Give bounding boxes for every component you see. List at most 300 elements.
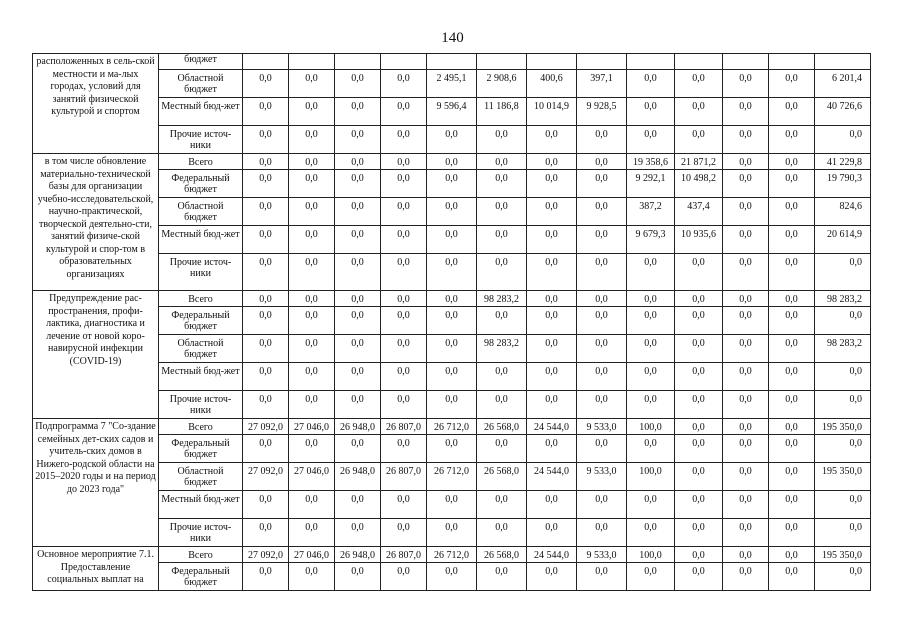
row-description: расположенных в сель-ской местности и ма-лых городах, условий для занятий физической культурой и спортом [33,54,159,154]
value-cell: 26 807,0 [381,547,427,563]
value-cell: 0,0 [675,463,723,491]
funding-source: бюджет [159,54,243,70]
value-cell [289,54,335,70]
value-cell: 0,0 [577,198,627,226]
value-cell: 27 046,0 [289,463,335,491]
page-number: 140 [441,30,464,46]
value-cell: 0,0 [381,98,427,126]
value-cell: 0,0 [289,170,335,198]
value-cell: 0,0 [769,419,815,435]
funding-source: Прочие источ-ники [159,254,243,291]
value-cell [335,54,381,70]
value-cell: 0,0 [675,335,723,363]
value-cell: 0,0 [427,291,477,307]
value-cell: 0,0 [675,126,723,154]
total-value-cell: 195 350,0 [815,419,871,435]
value-cell: 0,0 [577,563,627,591]
value-cell: 0,0 [723,435,769,463]
value-cell: 0,0 [723,170,769,198]
value-cell: 0,0 [675,98,723,126]
value-cell: 0,0 [675,419,723,435]
value-cell: 0,0 [577,254,627,291]
value-cell: 0,0 [769,126,815,154]
total-value-cell: 41 229,8 [815,154,871,170]
value-cell: 2 908,6 [477,70,527,98]
funding-source: Всего [159,419,243,435]
table-row [33,307,871,335]
value-cell: 0,0 [381,435,427,463]
value-cell [527,54,577,70]
value-cell: 0,0 [427,254,477,291]
value-cell: 0,0 [577,519,627,547]
value-cell: 0,0 [627,491,675,519]
value-cell: 0,0 [769,154,815,170]
funding-source: Федеральный бюджет [159,435,243,463]
value-cell: 0,0 [577,491,627,519]
row-description: Предупреждение рас-пространения, профи-лактика, диагностика и лечение от новой коро-навирусной инфекции (COVID-19) [33,291,159,419]
value-cell: 0,0 [289,291,335,307]
value-cell: 0,0 [289,98,335,126]
value-cell: 0,0 [335,363,381,391]
value-cell [243,54,289,70]
value-cell: 0,0 [335,170,381,198]
value-cell: 0,0 [477,363,527,391]
table-row [33,419,871,435]
value-cell: 0,0 [335,126,381,154]
value-cell: 0,0 [577,291,627,307]
value-cell: 0,0 [243,519,289,547]
value-cell: 437,4 [675,198,723,226]
value-cell: 10 014,9 [527,98,577,126]
total-value-cell: 0,0 [815,563,871,591]
value-cell [723,54,769,70]
value-cell [381,54,427,70]
value-cell: 0,0 [335,254,381,291]
value-cell: 0,0 [627,126,675,154]
value-cell: 10 498,2 [675,170,723,198]
funding-source: Местный бюд-жет [159,491,243,519]
value-cell: 98 283,2 [477,335,527,363]
value-cell: 98 283,2 [477,291,527,307]
table-row [33,391,871,419]
value-cell: 0,0 [627,563,675,591]
value-cell: 0,0 [335,291,381,307]
value-cell: 0,0 [527,291,577,307]
value-cell: 0,0 [577,154,627,170]
value-cell: 0,0 [527,170,577,198]
value-cell: 0,0 [427,198,477,226]
value-cell: 0,0 [527,563,577,591]
value-cell: 0,0 [477,170,527,198]
total-value-cell: 0,0 [815,307,871,335]
value-cell: 0,0 [769,435,815,463]
value-cell: 0,0 [289,254,335,291]
value-cell [427,54,477,70]
value-cell [577,54,627,70]
value-cell: 100,0 [627,419,675,435]
value-cell: 0,0 [477,435,527,463]
value-cell: 0,0 [577,363,627,391]
table-row [33,463,871,491]
value-cell: 0,0 [675,391,723,419]
value-cell: 0,0 [723,335,769,363]
value-cell: 27 092,0 [243,463,289,491]
value-cell: 9 292,1 [627,170,675,198]
value-cell: 0,0 [289,70,335,98]
value-cell: 0,0 [527,335,577,363]
value-cell: 24 544,0 [527,419,577,435]
table-row [33,198,871,226]
table-row [33,98,871,126]
value-cell: 0,0 [527,391,577,419]
value-cell: 0,0 [381,170,427,198]
value-cell: 26 712,0 [427,463,477,491]
value-cell: 0,0 [675,435,723,463]
value-cell: 0,0 [335,391,381,419]
funding-source: Местный бюд-жет [159,226,243,254]
value-cell: 0,0 [769,307,815,335]
value-cell: 0,0 [477,563,527,591]
value-cell: 27 046,0 [289,547,335,563]
value-cell: 0,0 [289,307,335,335]
value-cell: 0,0 [723,98,769,126]
value-cell: 0,0 [627,307,675,335]
value-cell: 0,0 [627,291,675,307]
value-cell: 0,0 [289,335,335,363]
value-cell: 26 948,0 [335,463,381,491]
value-cell: 0,0 [289,435,335,463]
value-cell: 0,0 [675,519,723,547]
value-cell: 0,0 [675,491,723,519]
value-cell: 0,0 [723,519,769,547]
value-cell: 24 544,0 [527,463,577,491]
total-value-cell: 0,0 [815,363,871,391]
value-cell: 0,0 [675,70,723,98]
value-cell: 26 712,0 [427,547,477,563]
value-cell: 0,0 [427,491,477,519]
value-cell: 21 871,2 [675,154,723,170]
value-cell: 0,0 [427,563,477,591]
value-cell: 9 533,0 [577,547,627,563]
table-row [33,519,871,547]
value-cell: 0,0 [427,519,477,547]
total-value-cell: 6 201,4 [815,70,871,98]
value-cell: 0,0 [723,419,769,435]
value-cell: 0,0 [723,226,769,254]
value-cell: 0,0 [477,126,527,154]
total-value-cell: 0,0 [815,126,871,154]
value-cell: 0,0 [335,198,381,226]
value-cell: 0,0 [723,547,769,563]
value-cell: 100,0 [627,463,675,491]
value-cell: 0,0 [527,363,577,391]
value-cell: 0,0 [675,563,723,591]
funding-source: Областной бюджет [159,70,243,98]
value-cell: 0,0 [381,307,427,335]
value-cell: 0,0 [427,170,477,198]
total-value-cell: 0,0 [815,491,871,519]
table-row [33,291,871,307]
value-cell: 0,0 [289,363,335,391]
value-cell: 387,2 [627,198,675,226]
table-row [33,363,871,391]
value-cell: 2 495,1 [427,70,477,98]
value-cell: 0,0 [477,307,527,335]
value-cell: 0,0 [427,154,477,170]
value-cell: 0,0 [627,335,675,363]
value-cell: 0,0 [723,198,769,226]
value-cell: 0,0 [627,391,675,419]
value-cell: 0,0 [627,70,675,98]
table-row [33,126,871,154]
value-cell [627,54,675,70]
value-cell: 0,0 [381,519,427,547]
value-cell: 0,0 [723,563,769,591]
value-cell: 0,0 [335,335,381,363]
value-cell: 0,0 [381,363,427,391]
table-row [33,154,871,170]
total-value-cell: 0,0 [815,435,871,463]
value-cell: 0,0 [577,170,627,198]
value-cell: 27 092,0 [243,419,289,435]
funding-source: Областной бюджет [159,463,243,491]
value-cell: 0,0 [527,491,577,519]
value-cell: 0,0 [381,70,427,98]
funding-source: Прочие источ-ники [159,519,243,547]
value-cell: 0,0 [427,391,477,419]
value-cell: 0,0 [289,391,335,419]
value-cell: 0,0 [769,491,815,519]
value-cell: 0,0 [381,335,427,363]
table-row [33,254,871,291]
value-cell: 0,0 [577,226,627,254]
value-cell: 0,0 [243,98,289,126]
value-cell: 27 046,0 [289,419,335,435]
value-cell: 0,0 [335,435,381,463]
value-cell: 0,0 [289,154,335,170]
funding-source: Областной бюджет [159,335,243,363]
value-cell: 0,0 [243,226,289,254]
value-cell: 0,0 [381,254,427,291]
value-cell: 0,0 [427,335,477,363]
value-cell: 0,0 [675,291,723,307]
value-cell: 0,0 [723,126,769,154]
value-cell: 27 092,0 [243,547,289,563]
table-row [33,170,871,198]
value-cell: 0,0 [243,170,289,198]
value-cell: 0,0 [243,491,289,519]
value-cell: 0,0 [769,254,815,291]
value-cell: 0,0 [289,563,335,591]
value-cell: 19 358,6 [627,154,675,170]
value-cell: 0,0 [577,435,627,463]
table-row [33,70,871,98]
funding-source: Областной бюджет [159,198,243,226]
value-cell: 0,0 [289,491,335,519]
value-cell: 0,0 [427,226,477,254]
table-row [33,335,871,363]
value-cell: 0,0 [289,519,335,547]
value-cell: 0,0 [769,170,815,198]
value-cell: 0,0 [723,70,769,98]
table-row [33,547,871,563]
value-cell: 0,0 [243,70,289,98]
value-cell: 0,0 [769,391,815,419]
value-cell: 0,0 [577,391,627,419]
value-cell: 0,0 [723,491,769,519]
row-description: Основное мероприятие 7.1. Предоставление социальных выплат на [33,547,159,591]
value-cell: 9 679,3 [627,226,675,254]
value-cell: 0,0 [527,254,577,291]
value-cell: 0,0 [427,126,477,154]
value-cell: 0,0 [243,154,289,170]
total-value-cell: 19 790,3 [815,170,871,198]
value-cell: 0,0 [723,307,769,335]
value-cell: 9 533,0 [577,419,627,435]
table-row [33,435,871,463]
value-cell: 0,0 [627,254,675,291]
value-cell: 0,0 [381,491,427,519]
value-cell: 0,0 [627,98,675,126]
value-cell: 0,0 [381,126,427,154]
value-cell: 0,0 [627,363,675,391]
value-cell: 0,0 [477,491,527,519]
value-cell: 0,0 [527,154,577,170]
value-cell: 9 533,0 [577,463,627,491]
table-row [33,491,871,519]
value-cell: 0,0 [675,547,723,563]
value-cell: 0,0 [243,391,289,419]
value-cell: 0,0 [477,519,527,547]
value-cell: 0,0 [723,463,769,491]
value-cell: 0,0 [577,335,627,363]
value-cell: 0,0 [769,519,815,547]
value-cell: 397,1 [577,70,627,98]
value-cell: 0,0 [427,307,477,335]
value-cell: 0,0 [477,154,527,170]
table-row [33,563,871,591]
value-cell: 26 948,0 [335,419,381,435]
value-cell: 26 568,0 [477,547,527,563]
table-body [33,54,871,591]
value-cell: 0,0 [769,563,815,591]
value-cell [477,54,527,70]
value-cell: 0,0 [477,391,527,419]
row-description: Подпрограмма 7 "Со-здание семейных дет-ских садов и учитель-ских домов в Нижего-родской области на 2015–2020 годы и на период до 2023 года" [33,419,159,547]
value-cell: 0,0 [427,363,477,391]
funding-source: Федеральный бюджет [159,307,243,335]
value-cell: 0,0 [769,226,815,254]
value-cell: 0,0 [577,307,627,335]
value-cell [675,54,723,70]
total-value-cell: 0,0 [815,519,871,547]
value-cell: 0,0 [527,435,577,463]
value-cell: 400,6 [527,70,577,98]
budget-table [32,53,871,591]
value-cell: 0,0 [769,547,815,563]
value-cell: 0,0 [335,70,381,98]
value-cell: 0,0 [527,226,577,254]
value-cell: 0,0 [769,335,815,363]
value-cell: 0,0 [723,254,769,291]
total-value-cell: 0,0 [815,391,871,419]
funding-source: Прочие источ-ники [159,126,243,154]
value-cell: 0,0 [381,563,427,591]
value-cell: 0,0 [381,198,427,226]
value-cell: 0,0 [243,335,289,363]
funding-source: Федеральный бюджет [159,563,243,591]
value-cell: 0,0 [243,198,289,226]
value-cell: 0,0 [335,307,381,335]
value-cell: 10 935,6 [675,226,723,254]
total-value-cell: 0,0 [815,254,871,291]
total-value-cell: 824,6 [815,198,871,226]
value-cell: 0,0 [289,126,335,154]
value-cell: 0,0 [243,126,289,154]
value-cell: 26 568,0 [477,463,527,491]
value-cell: 100,0 [627,547,675,563]
funding-source: Прочие источ-ники [159,391,243,419]
value-cell: 0,0 [769,198,815,226]
total-value-cell: 195 350,0 [815,463,871,491]
table-row [33,226,871,254]
total-value-cell: 195 350,0 [815,547,871,563]
value-cell: 0,0 [243,435,289,463]
value-cell: 0,0 [723,391,769,419]
value-cell: 26 807,0 [381,463,427,491]
value-cell: 0,0 [627,519,675,547]
total-value-cell: 40 726,6 [815,98,871,126]
value-cell: 0,0 [243,291,289,307]
value-cell: 0,0 [723,154,769,170]
value-cell: 0,0 [427,435,477,463]
value-cell: 0,0 [243,363,289,391]
value-cell: 0,0 [769,291,815,307]
value-cell: 0,0 [335,226,381,254]
value-cell: 26 568,0 [477,419,527,435]
total-value-cell: 20 614,9 [815,226,871,254]
value-cell: 0,0 [243,307,289,335]
funding-source: Всего [159,291,243,307]
value-cell: 0,0 [381,391,427,419]
value-cell: 0,0 [769,70,815,98]
value-cell: 0,0 [243,563,289,591]
value-cell: 26 948,0 [335,547,381,563]
value-cell: 11 186,8 [477,98,527,126]
total-value-cell: 98 283,2 [815,291,871,307]
value-cell: 0,0 [477,226,527,254]
row-description: в том числе обновление материально-технической базы для организации учебно-исследовательской, научно-практической, творческой деятельно-сти, занятий физиче-ской культурой и спор-том в образовательных организациях [33,154,159,291]
funding-source: Всего [159,547,243,563]
value-cell: 0,0 [381,226,427,254]
value-cell: 24 544,0 [527,547,577,563]
value-cell: 0,0 [381,154,427,170]
funding-source: Местный бюд-жет [159,363,243,391]
value-cell: 0,0 [381,291,427,307]
value-cell: 0,0 [335,563,381,591]
total-value-cell [815,54,871,70]
funding-source: Федеральный бюджет [159,170,243,198]
value-cell: 0,0 [577,126,627,154]
value-cell: 0,0 [289,226,335,254]
value-cell [769,54,815,70]
value-cell: 9 928,5 [577,98,627,126]
value-cell: 0,0 [769,98,815,126]
value-cell: 0,0 [675,254,723,291]
value-cell: 26 712,0 [427,419,477,435]
value-cell: 0,0 [675,363,723,391]
value-cell: 0,0 [769,463,815,491]
